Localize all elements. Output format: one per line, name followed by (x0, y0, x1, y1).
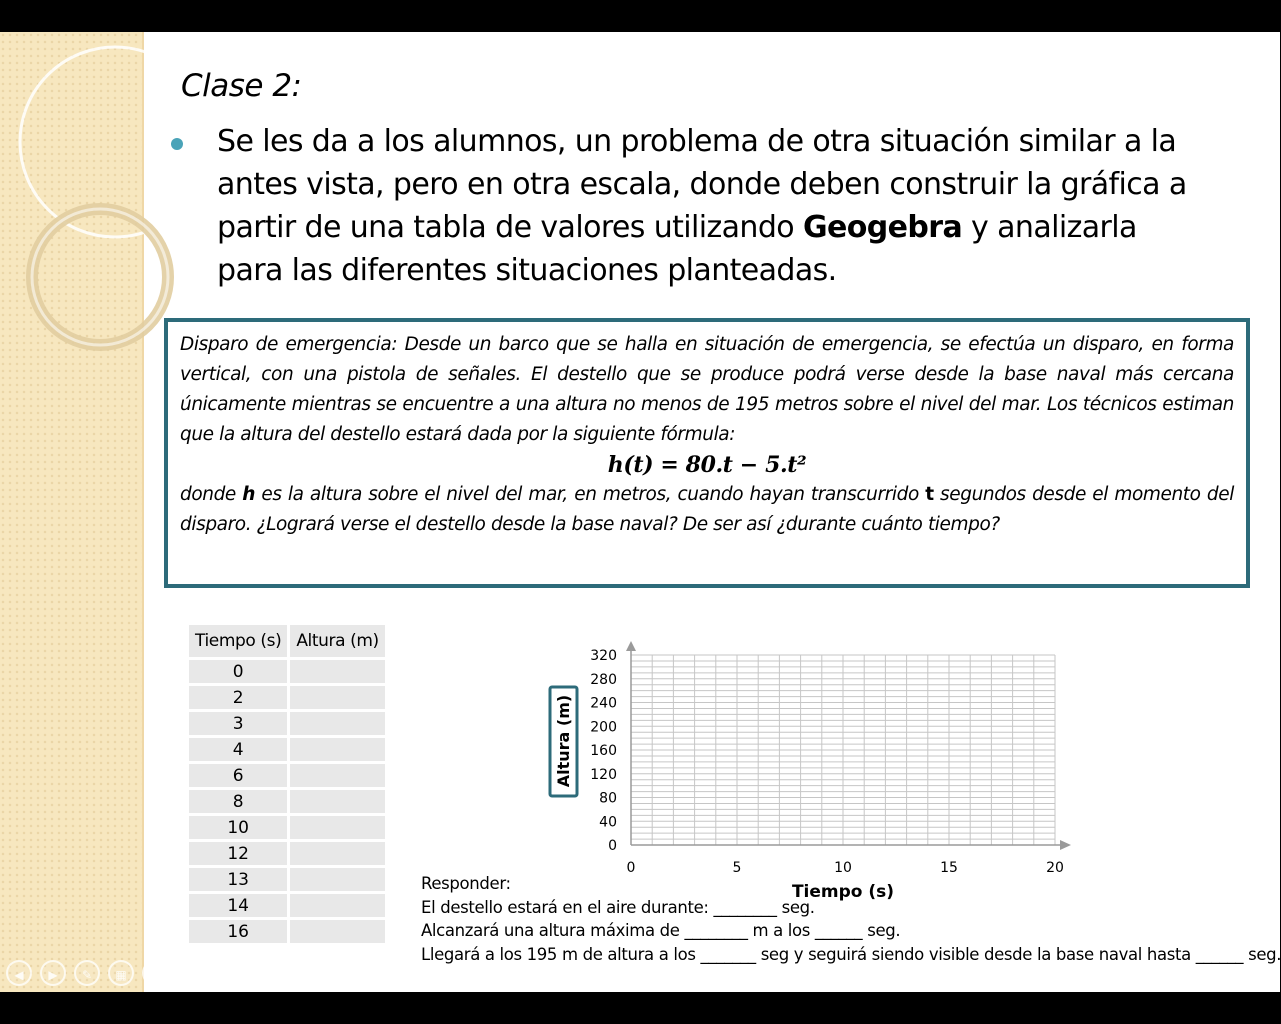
table-row (188, 711, 387, 737)
table-row (188, 789, 387, 815)
x-tick-label: 15 (940, 860, 958, 876)
y-tick-label: 280 (590, 671, 617, 688)
formula: h(t) = 80.t − 5.t² (607, 452, 807, 478)
height-cell[interactable] (289, 919, 386, 945)
time-cell: 3 (188, 711, 289, 737)
problem-box (164, 318, 1250, 588)
table-row (188, 763, 387, 789)
time-cell: 8 (188, 789, 289, 815)
answer-line: Alcanzará una altura máxima de ________ m a los ______ seg. (421, 921, 901, 940)
answers-block (421, 872, 1281, 966)
problem-text (180, 330, 1234, 540)
y-axis-arrow-icon (626, 641, 636, 651)
table-row (188, 815, 387, 841)
height-cell[interactable] (289, 763, 386, 789)
table-row (188, 737, 387, 763)
height-cell[interactable] (289, 737, 386, 763)
table-row (188, 659, 387, 685)
zoom-icon[interactable]: ⚲ (142, 960, 168, 986)
height-cell[interactable] (289, 815, 386, 841)
height-cell[interactable] (289, 659, 386, 685)
bullet-text (217, 120, 1192, 292)
x-tick-label: 10 (834, 860, 852, 876)
bullet-text-part: Se les da a los alumnos, un problema de otra situación similar a la antes vista, pero en otra escala, donde deben construir la gráfica a partir de una tabla de valores utilizando (217, 124, 1187, 245)
x-axis-label: Tiempo (s) (791, 882, 895, 902)
y-tick-label: 320 (590, 648, 617, 664)
time-cell: 10 (188, 815, 289, 841)
height-cell[interactable] (289, 711, 386, 737)
answer-line: El destello estará en el aire durante: ________ seg. (421, 897, 815, 917)
table-body (188, 659, 387, 945)
bullet-icon (171, 138, 183, 150)
x-tick-label: 20 (1046, 860, 1064, 876)
height-cell[interactable] (289, 841, 386, 867)
problem-text-part: segundos desde el momento del disparo. ¿Logrará verse el destello desde la base naval? De ser así ¿durante cuánto tiempo? (180, 484, 1234, 535)
table-row (188, 893, 387, 919)
x-axis-arrow-icon (1060, 840, 1071, 850)
y-tick-label: 240 (590, 695, 617, 712)
answer-line: Llegará a los 195 m de altura a los _______ seg y seguirá siendo visible desde la base naval hasta ______ seg. (421, 944, 1281, 964)
time-cell: 6 (188, 763, 289, 789)
x-tick-label: 5 (732, 860, 742, 876)
table-row (188, 685, 387, 711)
more-icon[interactable]: ⋯ (176, 960, 202, 986)
time-cell: 14 (188, 893, 289, 919)
table-row (188, 867, 387, 893)
height-cell[interactable] (289, 789, 386, 815)
slide (0, 32, 1280, 992)
y-tick-label: 0 (608, 838, 617, 854)
x-tick-label: 0 (626, 860, 636, 876)
bullet-bold-word: Geogebra (802, 210, 963, 245)
y-tick-label: 120 (590, 766, 617, 783)
height-cell[interactable] (289, 867, 386, 893)
table-row (188, 841, 387, 867)
pen-icon[interactable]: ✎ (74, 960, 100, 986)
time-cell: 2 (188, 685, 289, 711)
height-cell[interactable] (289, 685, 386, 711)
chart (540, 607, 1080, 902)
y-tick-label: 160 (590, 743, 617, 759)
answers-heading: Responder: (421, 874, 511, 893)
time-cell: 12 (188, 841, 289, 867)
table-header-time: Tiempo (s) (188, 624, 289, 659)
y-tick-label: 80 (599, 790, 617, 807)
next-icon[interactable]: ▶ (40, 960, 66, 986)
y-tick-label: 200 (590, 719, 617, 736)
time-cell: 16 (188, 919, 289, 945)
variable-t: t (925, 484, 934, 505)
variable-h: h (242, 484, 256, 505)
table-row (188, 919, 387, 945)
y-axis-label: Altura (m) (554, 694, 573, 788)
time-cell: 13 (188, 867, 289, 893)
y-tick-label: 40 (599, 814, 617, 831)
time-cell: 4 (188, 737, 289, 763)
height-cell[interactable] (289, 893, 386, 919)
prev-icon[interactable]: ◀ (6, 960, 32, 986)
time-cell: 0 (188, 659, 289, 685)
slide-title: Clase 2: (181, 68, 302, 104)
bullet-text-part: y analizarla para las diferentes situaciones planteadas. (217, 210, 1137, 288)
table-header-height: Altura (m) (289, 624, 386, 659)
slides-icon[interactable]: ▦ (108, 960, 134, 986)
problem-text-part: es la altura sobre el nivel del mar, en metros, cuando hayan transcurrido (255, 484, 926, 505)
problem-text-part: donde (180, 484, 243, 505)
problem-intro: Disparo de emergencia: Desde un barco que se halla en situación de emergencia, se efectúa un disparo, en forma vertical, con una pistola de señales. El destello que se produce podrá verse desde la base naval más cercana únicamente mientras se encuentre a una altura no menos de 195 metros sobre el nivel del mar. Los técnicos estiman que la altura del destello estará dada por la siguiente fórmula: (180, 334, 1234, 445)
values-table (186, 622, 388, 946)
slideshow-controls (6, 960, 202, 986)
